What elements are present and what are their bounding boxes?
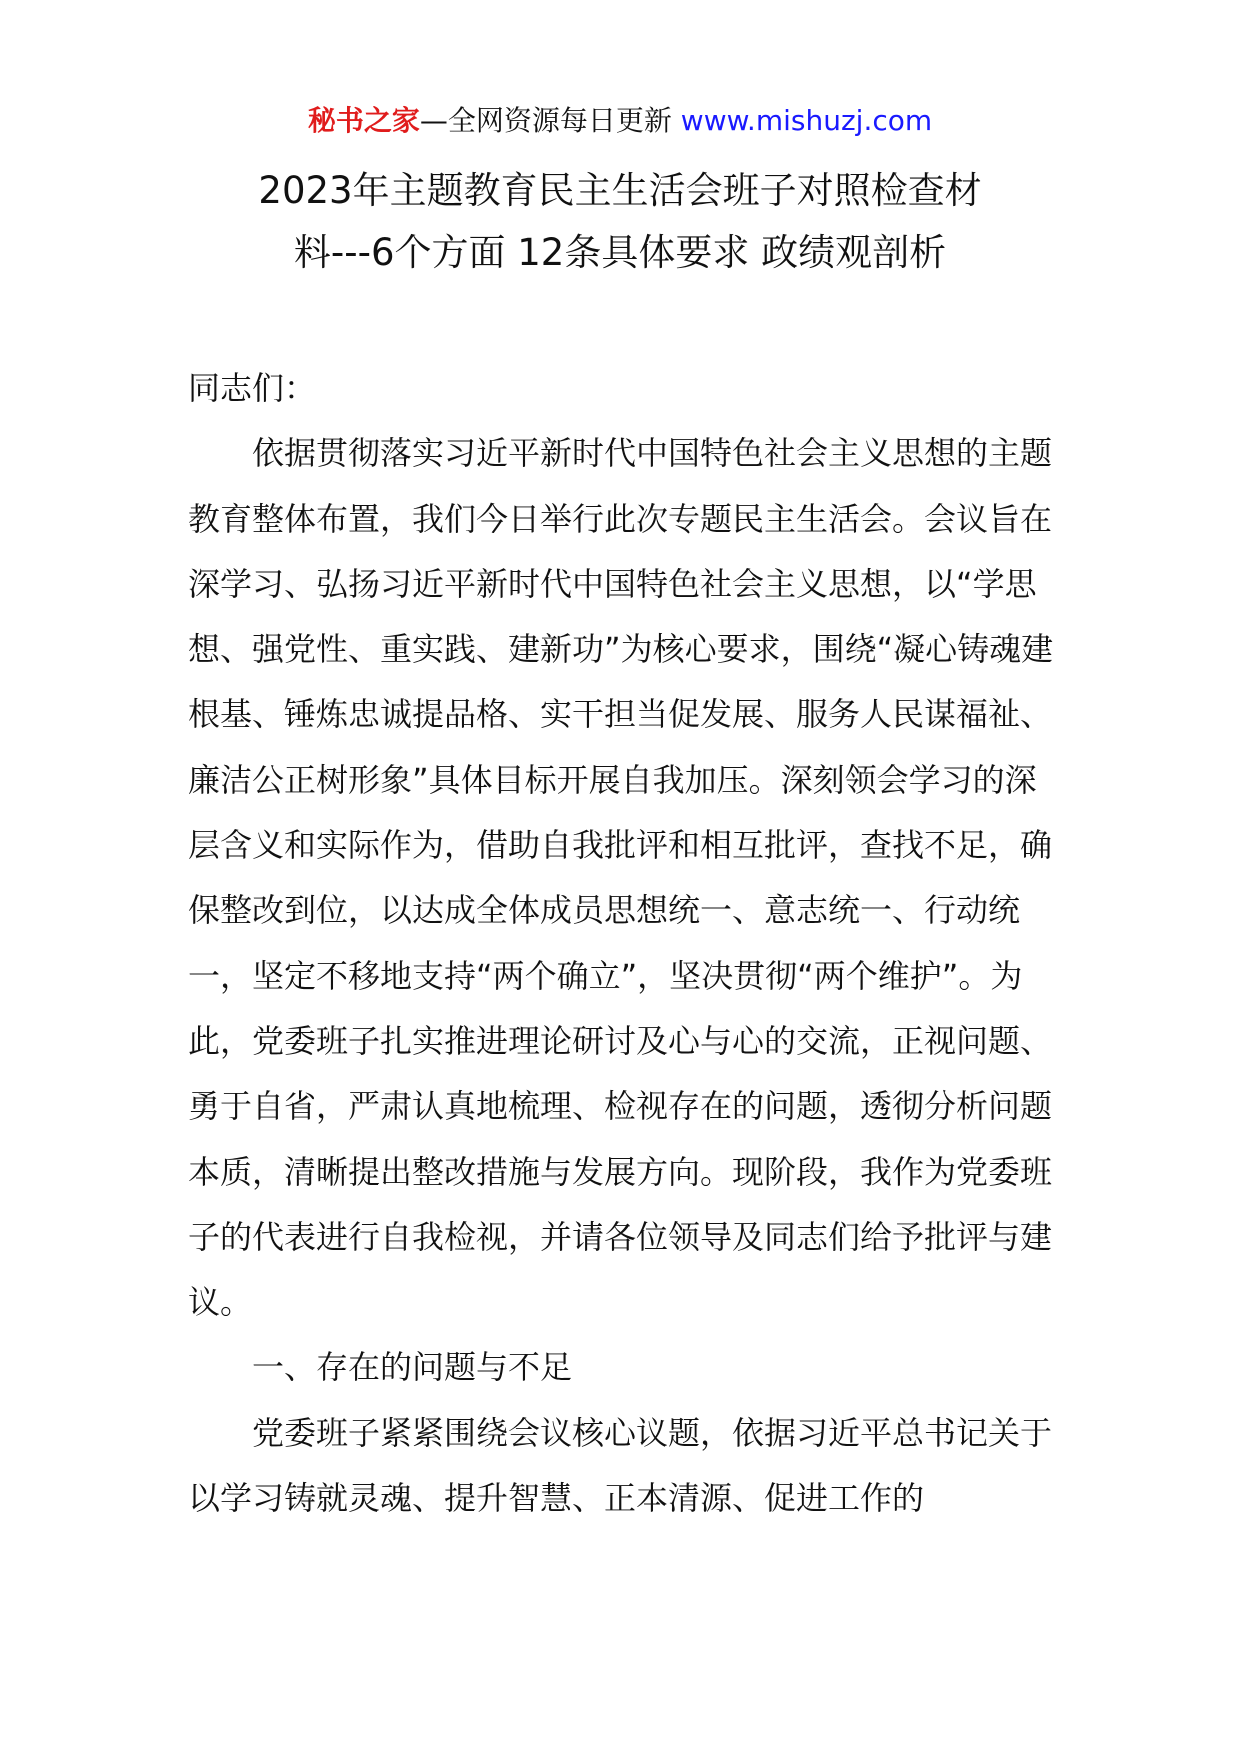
document-title — [120, 160, 1120, 284]
document-body — [188, 356, 1058, 1531]
paragraph-section-1: 党委班子紧紧围绕会议核心议题，依据习近平总书记关于以学习铸就灵魂、提升智慧、正本清源、促进工作的 — [188, 1413, 1053, 1518]
site-url-link[interactable]: www.mishuzj.com — [680, 104, 933, 137]
site-header — [0, 101, 1240, 141]
section-heading: 一、存在的问题与不足 — [252, 1348, 573, 1387]
brand-name: 秘书之家 — [307, 104, 420, 137]
salutation: 同志们： — [188, 369, 317, 407]
header-slogan: —全网资源每日更新 — [419, 104, 672, 137]
title-line-2: 料---6个方面 12条具体要求 政绩观剖析 — [293, 231, 947, 274]
title-line-1: 2023年主题教育民主生活会班子对照检查材 — [258, 169, 982, 212]
paragraph-intro: 依据贯彻落实习近平新时代中国特色社会主义思想的主题教育整体布置，我们今日举行此次专题民主生活会。会议旨在深学习、弘扬习近平新时代中国特色社会主义思想，以“学思想、强党性、重实践、建新功”为核心要求，围绕“凝心铸魂建根基、锤炼忠诚提品格、实干担当促发展、服务人民谋福祉、廉洁公正树形象”具体目标开展自我加压。深刻领会学习的深层含义和实际作为，借助自我批评和相互批评，查找不足，确保整改到位，以达成全体成员思想统一、意志统一、行动统一，坚定不移地支持“两个确立”，坚决贯彻“两个维护”。为此，党委班子扎实推进理论研讨及心与心的交流，正视问题、勇于自省，严肃认真地梳理、检视存在的问题，透彻分析问题本质，清晰提出整改措施与发展方向。现阶段，我作为党委班子的代表进行自我检视，并请各位领导及同志们给予批评与建议。 — [188, 434, 1054, 1322]
